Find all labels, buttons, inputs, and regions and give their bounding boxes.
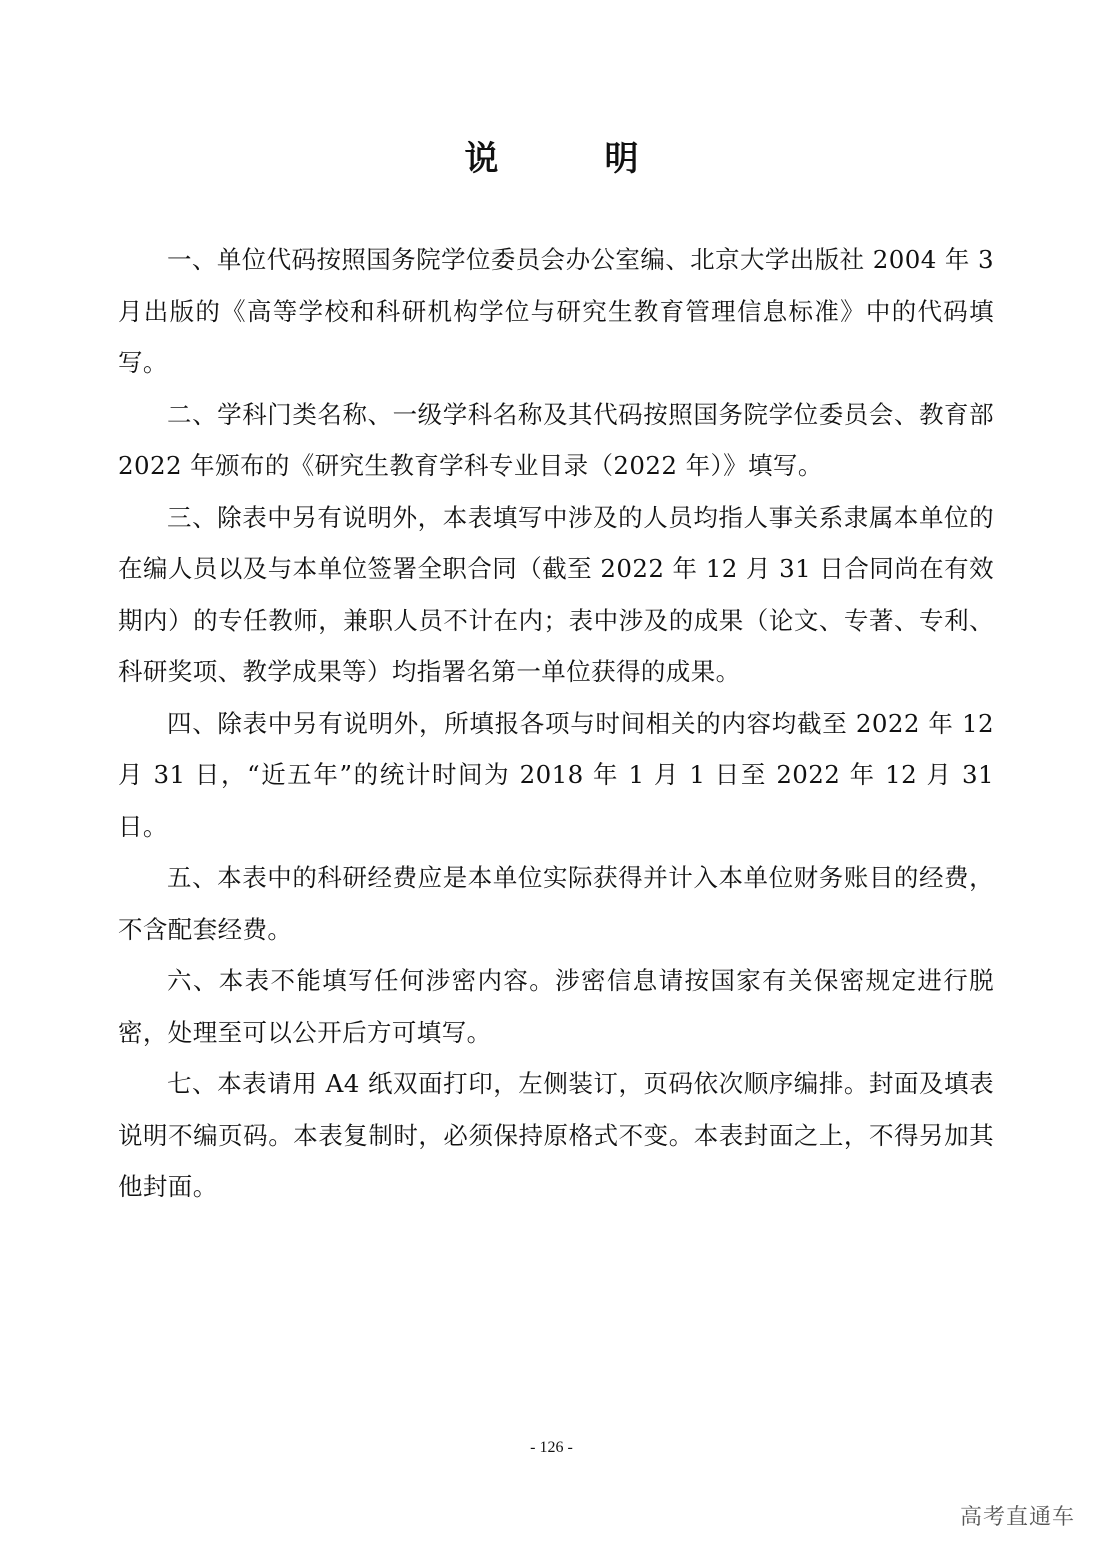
instruction-paragraph-5: 五、本表中的科研经费应是本单位实际获得并计入本单位财务账目的经费，不含配套经费。 <box>118 863 994 944</box>
watermark-text: 高考直通车 <box>959 1505 1075 1530</box>
instruction-paragraph-4: 四、除表中另有说明外，所填报各项与时间相关的内容均截至 2022 年 12 月 31 日，“近五年”的统计时间为 2018 年 1 月 1 日至 2022 年 12 月 31 日。 <box>118 708 994 841</box>
page-number: - 126 - <box>530 1439 573 1456</box>
page-title: 说 明 <box>464 139 675 179</box>
instructions-body <box>118 234 994 1213</box>
instruction-paragraph-2: 二、学科门类名称、一级学科名称及其代码按照国务院学位委员会、教育部 2022 年颁布的《研究生教育学科专业目录（2022 年）》填写。 <box>118 399 994 480</box>
instruction-paragraph-1: 一、单位代码按照国务院学位委员会办公室编、北京大学出版社 2004 年 3 月出版的《高等学校和科研机构学位与研究生教育管理信息标准》中的代码填写。 <box>118 245 994 377</box>
instruction-paragraph-6: 六、本表不能填写任何涉密内容。涉密信息请按国家有关保密规定进行脱密，处理至可以公开后方可填写。 <box>118 966 994 1047</box>
instruction-paragraph-3: 三、除表中另有说明外，本表填写中涉及的人员均指人事关系隶属本单位的在编人员以及与本单位签署全职合同（截至 2022 年 12 月 31 日合同尚在有效期内）的专任教师，兼职人员不计在内；表中涉及的成果（论文、专著、专利、科研奖项、教学成果等）均指署名第一单位获得的成果。 <box>118 502 994 686</box>
instruction-paragraph-7: 七、本表请用 A4 纸双面打印，左侧装订，页码依次顺序编排。封面及填表说明不编页码。本表复制时，必须保持原格式不变。本表封面之上，不得另加其他封面。 <box>118 1069 994 1201</box>
